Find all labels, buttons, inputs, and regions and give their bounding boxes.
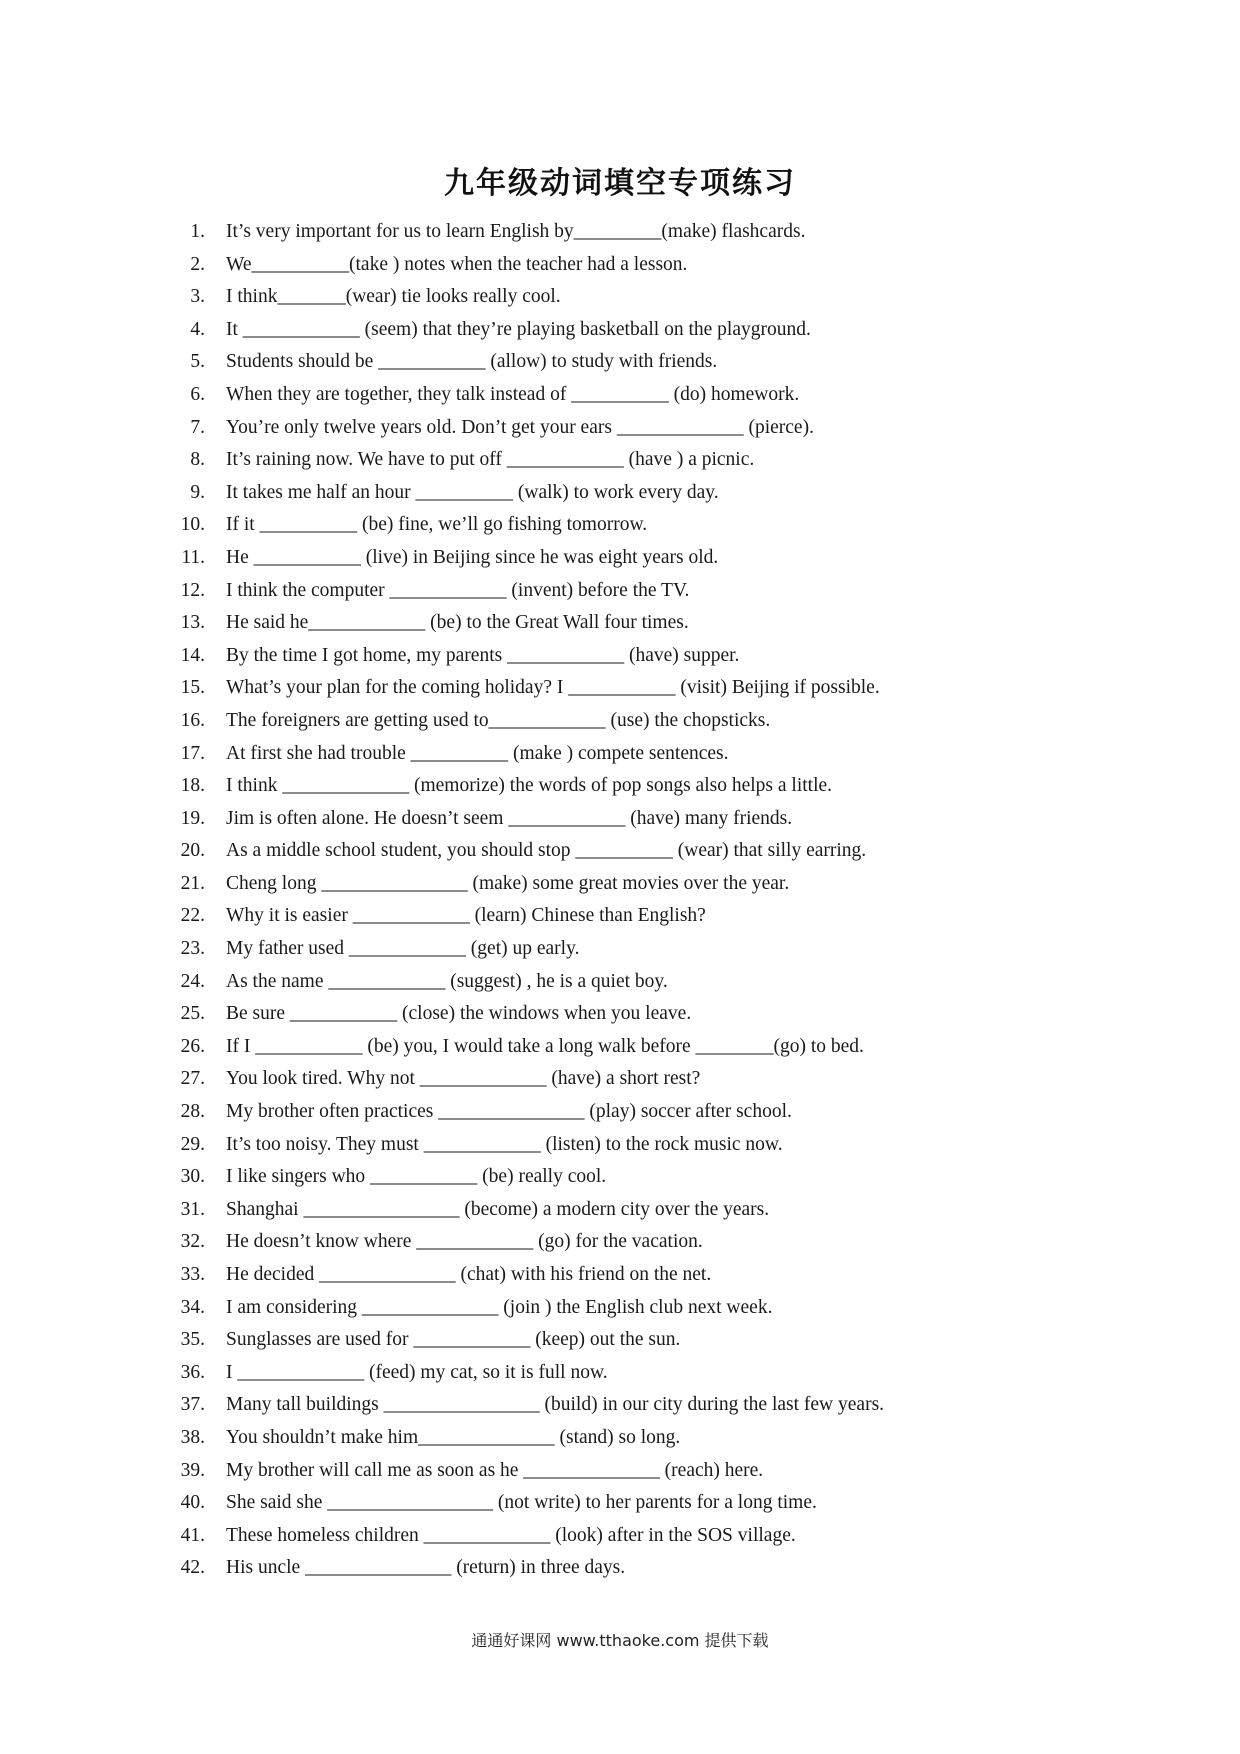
exercise-item	[0, 1487, 1240, 1520]
item-number: 31.	[180, 1198, 205, 1220]
exercise-item	[0, 1031, 1240, 1064]
exercise-item	[0, 607, 1240, 640]
item-number: 4.	[190, 318, 205, 340]
item-number: 16.	[180, 709, 205, 731]
page-title: 九年级动词填空专项练习	[444, 166, 796, 201]
item-number: 12.	[180, 579, 205, 601]
exercise-item	[0, 770, 1240, 803]
item-number: 19.	[180, 807, 205, 829]
exercise-item	[0, 1455, 1240, 1488]
exercise-item	[0, 1292, 1240, 1325]
item-sentence: Jim is often alone. He doesn’t seem ____________ (have) many friends.	[226, 807, 793, 829]
item-sentence: He said he____________ (be) to the Great Wall four times.	[226, 612, 689, 634]
exercise-item	[0, 1194, 1240, 1227]
exercise-item	[0, 966, 1240, 999]
item-number: 1.	[190, 221, 205, 242]
item-number: 11.	[181, 546, 205, 568]
item-sentence: If I ___________ (be) you, I would take a long walk before ________(go) to bed.	[226, 1035, 864, 1057]
item-number: 40.	[180, 1492, 205, 1514]
item-sentence: The foreigners are getting used to____________ (use) the chopsticks.	[226, 709, 771, 731]
item-sentence: It ____________ (seem) that they’re playing basketball on the playground.	[226, 318, 811, 340]
footer-text: 通通好课网 www.tthaoke.com 提供下载	[471, 1631, 769, 1650]
item-number: 38.	[180, 1426, 205, 1448]
exercise-item	[0, 1552, 1240, 1585]
item-number: 6.	[190, 383, 205, 405]
exercise-item	[0, 346, 1240, 379]
item-number: 24.	[180, 970, 205, 992]
item-sentence: By the time I got home, my parents ____________ (have) supper.	[226, 644, 740, 666]
item-number: 37.	[180, 1394, 205, 1416]
item-sentence: Students should be ___________ (allow) to study with friends.	[226, 351, 718, 373]
item-sentence: I think _____________ (memorize) the words of pop songs also helps a little.	[226, 775, 833, 797]
item-number: 21.	[180, 872, 205, 894]
item-number: 17.	[180, 742, 205, 764]
exercise-item	[0, 1357, 1240, 1390]
item-sentence: You look tired. Why not _____________ (have) a short rest?	[226, 1068, 701, 1090]
item-sentence: His uncle _______________ (return) in three days.	[226, 1557, 626, 1579]
exercise-item	[0, 216, 1240, 249]
item-number: 30.	[180, 1166, 205, 1188]
exercise-item	[0, 672, 1240, 705]
exercise-item	[0, 868, 1240, 901]
exercise-item	[0, 249, 1240, 282]
item-sentence: Shanghai ________________ (become) a modern city over the years.	[226, 1198, 770, 1220]
exercise-item	[0, 542, 1240, 575]
exercise-item	[0, 835, 1240, 868]
item-sentence: When they are together, they talk instead of __________ (do) homework.	[226, 383, 800, 405]
item-sentence: He decided ______________ (chat) with his friend on the net.	[226, 1264, 712, 1285]
item-number: 13.	[180, 612, 205, 634]
exercise-item	[0, 1259, 1240, 1292]
exercise-item	[0, 640, 1240, 673]
item-sentence: He ___________ (live) in Beijing since he was eight years old.	[226, 546, 719, 568]
exercise-item	[0, 900, 1240, 933]
item-sentence: You’re only twelve years old. Don’t get your ears _____________ (pierce).	[226, 416, 814, 438]
exercise-item	[0, 314, 1240, 347]
exercise-item	[0, 412, 1240, 445]
item-sentence: She said she _________________ (not write) to her parents for a long time.	[226, 1492, 817, 1514]
item-number: 7.	[190, 416, 205, 438]
item-number: 33.	[180, 1264, 205, 1285]
exercise-item	[0, 1422, 1240, 1455]
item-number: 23.	[180, 938, 205, 960]
item-sentence: I think the computer ____________ (invent) before the TV.	[226, 579, 690, 601]
item-number: 26.	[180, 1035, 205, 1057]
item-sentence: We__________(take ) notes when the teacher had a lesson.	[226, 253, 688, 275]
item-sentence: If it __________ (be) fine, we’ll go fishing tomorrow.	[226, 514, 648, 536]
exercise-item	[0, 281, 1240, 314]
item-number: 39.	[180, 1459, 205, 1481]
item-number: 10.	[180, 514, 205, 536]
item-sentence: It’s very important for us to learn English by_________(make) flashcards.	[226, 221, 806, 242]
item-sentence: Sunglasses are used for ____________ (keep) out the sun.	[226, 1329, 681, 1351]
item-sentence: As a middle school student, you should stop __________ (wear) that silly earring.	[226, 840, 867, 862]
exercise-item	[0, 1161, 1240, 1194]
item-sentence: I _____________ (feed) my cat, so it is full now.	[226, 1361, 608, 1383]
item-number: 20.	[180, 840, 205, 862]
item-number: 41.	[180, 1524, 205, 1546]
item-sentence: It’s raining now. We have to put off ____________ (have ) a picnic.	[226, 449, 755, 471]
exercise-item	[0, 379, 1240, 412]
exercise-item	[0, 1324, 1240, 1357]
item-number: 2.	[190, 253, 205, 275]
item-sentence: These homeless children _____________ (look) after in the SOS village.	[226, 1524, 796, 1546]
exercise-item	[0, 1389, 1240, 1422]
item-number: 14.	[180, 644, 205, 666]
item-number: 35.	[180, 1329, 205, 1351]
item-sentence: It takes me half an hour __________ (walk) to work every day.	[226, 481, 719, 503]
exercise-list	[0, 216, 1240, 1585]
exercise-item	[0, 998, 1240, 1031]
item-number: 36.	[180, 1361, 205, 1383]
item-sentence: Why it is easier ____________ (learn) Chinese than English?	[226, 905, 706, 927]
item-number: 28.	[180, 1101, 205, 1123]
item-sentence: You shouldn’t make him______________ (stand) so long.	[226, 1426, 681, 1448]
item-number: 29.	[180, 1133, 205, 1155]
item-sentence: My brother will call me as soon as he ______________ (reach) here.	[226, 1459, 764, 1481]
item-number: 25.	[180, 1003, 205, 1025]
item-sentence: My brother often practices _______________ (play) soccer after school.	[226, 1101, 792, 1123]
exercise-item	[0, 803, 1240, 836]
exercise-item	[0, 1226, 1240, 1259]
item-number: 8.	[190, 449, 205, 471]
exercise-item	[0, 933, 1240, 966]
exercise-item	[0, 1520, 1240, 1553]
item-sentence: It’s too noisy. They must ____________ (listen) to the rock music now.	[226, 1133, 783, 1155]
item-number: 9.	[190, 481, 205, 503]
item-number: 32.	[180, 1231, 205, 1253]
item-sentence: I think_______(wear) tie looks really cool.	[226, 286, 561, 308]
exercise-item	[0, 477, 1240, 510]
item-sentence: What’s your plan for the coming holiday? I ___________ (visit) Beijing if possible.	[226, 677, 880, 699]
item-number: 5.	[190, 351, 205, 373]
exercise-item	[0, 575, 1240, 608]
item-sentence: I am considering ______________ (join ) the English club next week.	[226, 1296, 773, 1318]
item-sentence: He doesn’t know where ____________ (go) for the vacation.	[226, 1231, 703, 1253]
item-sentence: My father used ____________ (get) up early.	[226, 938, 580, 960]
item-number: 18.	[180, 775, 205, 797]
exercise-item	[0, 444, 1240, 477]
item-sentence: Many tall buildings ________________ (build) in our city during the last few years.	[226, 1394, 885, 1416]
item-number: 3.	[190, 286, 205, 308]
item-number: 42.	[180, 1557, 205, 1579]
item-sentence: I like singers who ___________ (be) really cool.	[226, 1166, 607, 1188]
item-sentence: Be sure ___________ (close) the windows when you leave.	[226, 1003, 692, 1025]
exercise-item	[0, 1096, 1240, 1129]
exercise-item	[0, 705, 1240, 738]
item-number: 34.	[180, 1296, 205, 1318]
item-number: 15.	[180, 677, 205, 699]
exercise-item	[0, 1129, 1240, 1162]
item-sentence: At first she had trouble __________ (make ) compete sentences.	[226, 742, 729, 764]
exercise-item	[0, 738, 1240, 771]
item-sentence: As the name ____________ (suggest) , he is a quiet boy.	[226, 970, 668, 992]
item-sentence: Cheng long _______________ (make) some great movies over the year.	[226, 872, 790, 894]
item-number: 22.	[180, 905, 205, 927]
exercise-item	[0, 1063, 1240, 1096]
exercise-item	[0, 509, 1240, 542]
item-number: 27.	[180, 1068, 205, 1090]
